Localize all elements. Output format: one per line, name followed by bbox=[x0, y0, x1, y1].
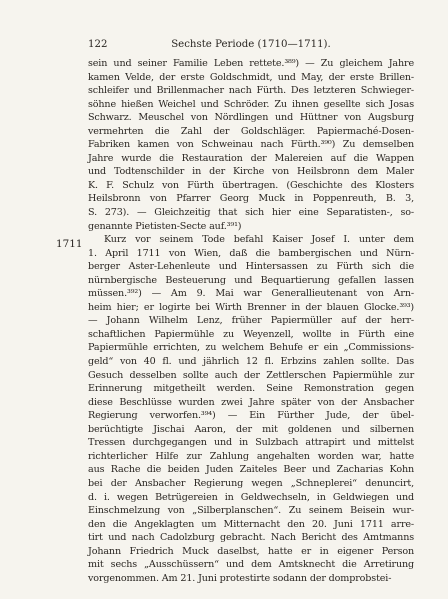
text-line: S. 273). — Gleichzeitig that sich hier eine Separatisten-, so- bbox=[88, 207, 414, 219]
text-line: bei der Ansbacher Regierung wegen „Schneplerei“ denuncirt, bbox=[88, 477, 414, 489]
text-line: Johann Friedrich Muck daselbst, hatte er in eigener Person bbox=[88, 545, 414, 557]
text-line: tirt und nach Cadolzburg gebracht. Nach Bericht des Amtmanns bbox=[88, 532, 414, 544]
text-line: schleifer und Brillenmacher nach Fürth. Des letzteren Schwieger- bbox=[88, 85, 414, 97]
text-line: diese Beschlüsse wurden zwei Jahre später von der Ansbacher bbox=[88, 396, 414, 408]
text-line: vermehrten die Zahl der Goldschläger. Papiermaché-Dosen- bbox=[88, 125, 414, 137]
text-line: kamen Velde, der erste Goldschmidt, und May, der erste Brillen- bbox=[88, 71, 414, 83]
text-line: d. i. wegen Betrügereien in Geldwechseln, in Geldwiegen und bbox=[88, 491, 414, 503]
text-line: müssen.³⁹²) — Am 9. Mai war Generallieutenant von Arn- bbox=[88, 288, 414, 300]
text-line: söhne hießen Weichel und Schröder. Zu ihnen gesellte sich Josas bbox=[88, 98, 414, 110]
page-header bbox=[88, 39, 414, 53]
text-line: Regierung verworfen.³⁹⁴) — Ein Fürther Jude, der übel- bbox=[88, 410, 414, 422]
text-line: Erinnerung mitgetheilt werden. Seine Remonstration gegen bbox=[88, 383, 414, 395]
text-line: berger Aster-Lehenleute und Hintersassen zu Fürth sich die bbox=[88, 261, 414, 273]
text-line: geld“ von 40 fl. und jährlich 12 fl. Erbzins zahlen sollte. Das bbox=[88, 356, 414, 368]
text-line: — Johann Wilhelm Lenz, früher Papiermüller auf der herr- bbox=[88, 315, 414, 327]
text-line: vorgenommen. Am 21. Juni protestirte sodann der domprobstei- bbox=[88, 572, 392, 584]
page-number: 122 bbox=[88, 39, 108, 50]
text-line: K. F. Schulz von Fürth übertragen. (Geschichte des Klosters bbox=[88, 179, 414, 191]
text-line: Gesuch desselben sollte auch der Zettlerschen Papiermühle zur bbox=[88, 369, 414, 381]
margin-year-note: 1711 bbox=[56, 238, 83, 250]
text-line: schaftlichen Papiermühle zu Weyenzell, wollte in Fürth eine bbox=[88, 328, 414, 340]
text-line: den die Angeklagten um Mitternacht den 20. Juni 1711 arre- bbox=[88, 518, 414, 530]
text-line: genannte Pietisten-Secte auf.³⁹¹) bbox=[88, 220, 242, 232]
text-line: Kurz vor seinem Tode befahl Kaiser Josef I. unter dem bbox=[104, 234, 414, 246]
text-line: Papiermühle errichten, zu welchem Behufe er ein „Commissions- bbox=[88, 342, 414, 354]
text-line: Einschmelzung von „Silberplanschen“. Zu seinem Beisein wur- bbox=[88, 505, 414, 517]
body-text bbox=[88, 57, 414, 585]
text-line: heim hier; er logirte bei Wirth Brenner in der blauen Glocke.³⁹³) bbox=[88, 301, 414, 313]
text-line: Tressen durchgegangen und in Sulzbach attrapirt und mittelst bbox=[88, 437, 414, 449]
text-line: Jahre wurde die Restauration der Malereien auf die Wappen bbox=[88, 152, 414, 164]
running-title: Sechste Periode (1710—1711). bbox=[171, 39, 331, 50]
text-line: berüchtigte Jischai Aaron, der mit goldenen und silbernen bbox=[88, 423, 414, 435]
text-line: 1. April 1711 von Wien, daß die bambergischen und Nürn- bbox=[88, 247, 414, 259]
text-line: nürnbergische Besteuerung und Bequartierung gefallen lassen bbox=[88, 274, 414, 286]
text-line: und Todtenschilder in der Kirche von Heilsbronn dem Maler bbox=[88, 166, 414, 178]
text-line: mit sechs „Ausschüssern“ und dem Amtsknecht die Arretirung bbox=[88, 559, 414, 571]
text-line: aus Rache die beiden Juden Zaiteles Beer und Zacharias Kohn bbox=[88, 464, 414, 476]
text-line: sein und seiner Familie Leben rettete.³⁸⁹) — Zu gleichem Jahre bbox=[88, 58, 414, 69]
text-line: Fabriken kamen von Schweinau nach Fürth.³⁹⁰) Zu demselben bbox=[88, 139, 414, 151]
text-line: richterlicher Hilfe zur Zahlung angehalten worden war, hatte bbox=[88, 450, 414, 462]
text-line: Schwarz. Meuschel von Nördlingen und Hüttner von Augsburg bbox=[88, 112, 414, 124]
text-line: Heilsbronn von Pfarrer Georg Muck in Poppenreuth, B. 3, bbox=[88, 193, 414, 205]
